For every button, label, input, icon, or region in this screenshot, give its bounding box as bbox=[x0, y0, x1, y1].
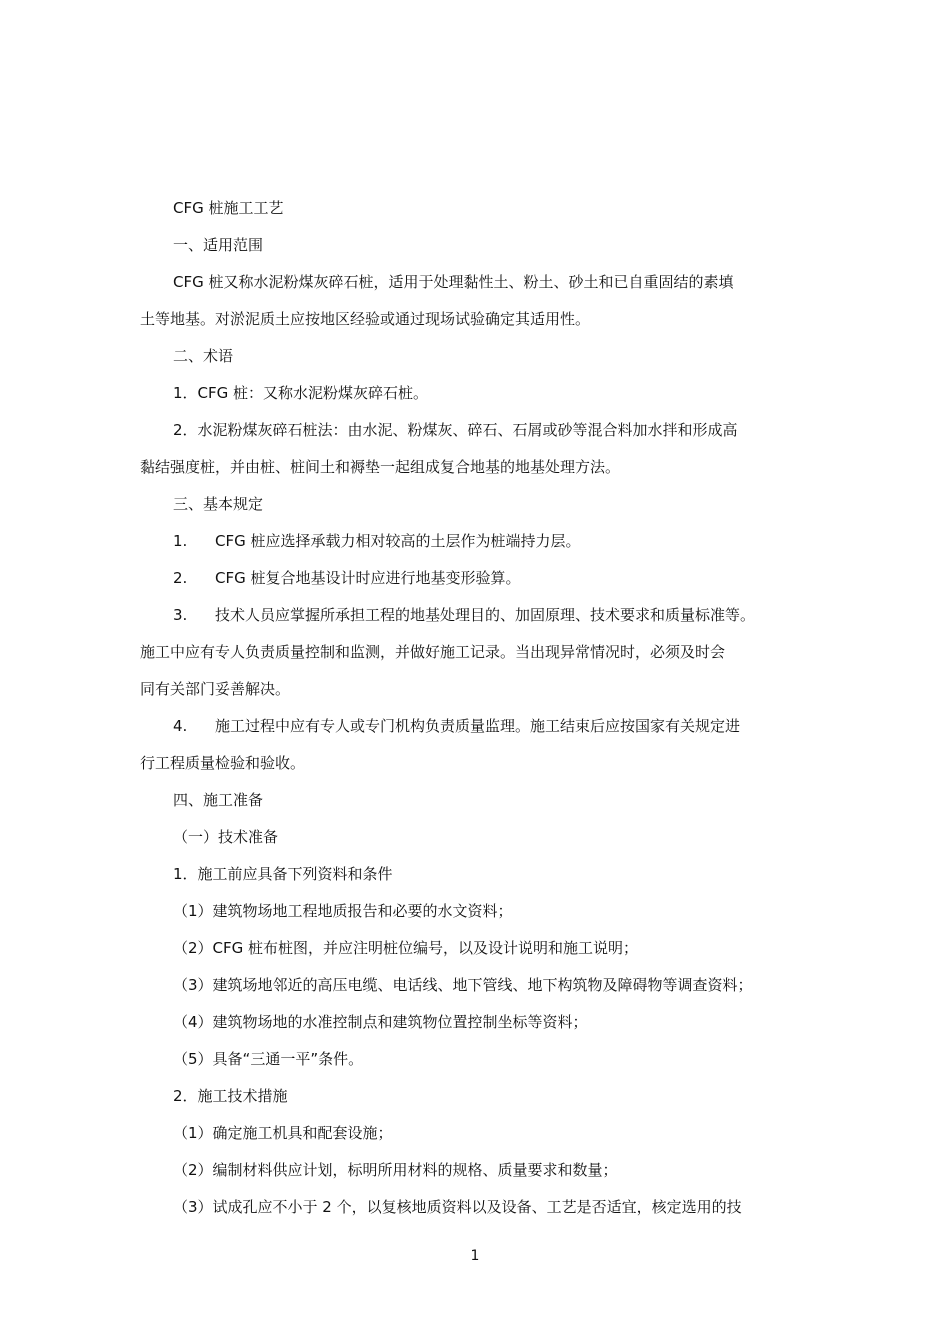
section-heading: 一、适用范围 bbox=[173, 236, 264, 254]
document-title: CFG 桩施工工艺 bbox=[173, 199, 284, 217]
list-item: （1）建筑物场地工程地质报告和必要的水文资料； bbox=[173, 902, 513, 920]
list-text: 施工过程中应有专人或专门机构负责质量监理。施工结束后应按国家有关规定进 bbox=[215, 717, 741, 735]
section-heading: 四、施工准备 bbox=[173, 791, 264, 809]
paragraph-line: CFG 桩又称水泥粉煤灰碎石桩，适用于处理黏性土、粉土、砂土和已自重固结的素填 bbox=[173, 273, 734, 291]
list-item: 2．水泥粉煤灰碎石桩法：由水泥、粉煤灰、碎石、石屑或砂等混合料加水拌和形成高 bbox=[173, 421, 738, 439]
section-heading: 三、基本规定 bbox=[173, 495, 264, 513]
list-item: （4）建筑物场地的水准控制点和建筑物位置控制坐标等资料； bbox=[173, 1013, 588, 1031]
list-item: （2）CFG 桩布桩图，并应注明桩位编号，以及设计说明和施工说明； bbox=[173, 939, 639, 957]
list-text: 技术人员应掌握所承担工程的地基处理目的、加固原理、技术要求和质量标准等。 bbox=[215, 606, 756, 624]
subsection-heading: （一）技术准备 bbox=[173, 828, 279, 846]
list-item: （1）确定施工机具和配套设施； bbox=[173, 1124, 393, 1142]
paragraph-line: 行工程质量检验和验收。 bbox=[140, 754, 306, 772]
list-number: 3. bbox=[173, 606, 188, 624]
list-item bbox=[173, 568, 521, 588]
list-item bbox=[173, 605, 755, 625]
section-heading: 二、术语 bbox=[173, 347, 234, 365]
list-number: 4. bbox=[173, 717, 188, 735]
list-item bbox=[173, 716, 740, 736]
list-item: 1．CFG 桩：又称水泥粉煤灰碎石桩。 bbox=[173, 384, 429, 402]
paragraph-line: 黏结强度桩，并由桩、桩间土和褥垫一起组成复合地基的地基处理方法。 bbox=[140, 458, 621, 476]
list-item: 2．施工技术措施 bbox=[173, 1087, 288, 1105]
paragraph-line: 土等地基。对淤泥质土应按地区经验或通过现场试验确定其适用性。 bbox=[140, 310, 591, 328]
paragraph-line: 施工中应有专人负责质量控制和监测，并做好施工记录。当出现异常情况时，必须及时会 bbox=[140, 643, 726, 661]
list-item: （2）编制材料供应计划，标明所用材料的规格、质量要求和数量； bbox=[173, 1161, 618, 1179]
list-number: 2. bbox=[173, 569, 188, 587]
list-text: CFG 桩应选择承载力相对较高的土层作为桩端持力层。 bbox=[215, 532, 581, 550]
list-number: 1. bbox=[173, 532, 188, 550]
list-item: （5）具备“三通一平”条件。 bbox=[173, 1050, 364, 1068]
list-item bbox=[173, 531, 581, 551]
list-item: （3）建筑场地邻近的高压电缆、电话线、地下管线、地下构筑物及障碍物等调查资料； bbox=[173, 976, 753, 994]
list-item: 1．施工前应具备下列资料和条件 bbox=[173, 865, 393, 883]
list-item: （3）试成孔应不小于 2 个，以复核地质资料以及设备、工艺是否适宜，核定选用的技 bbox=[173, 1198, 742, 1216]
page-number: 1 bbox=[470, 1248, 480, 1264]
paragraph-line: 同有关部门妥善解决。 bbox=[140, 680, 291, 698]
list-text: CFG 桩复合地基设计时应进行地基变形验算。 bbox=[215, 569, 521, 587]
